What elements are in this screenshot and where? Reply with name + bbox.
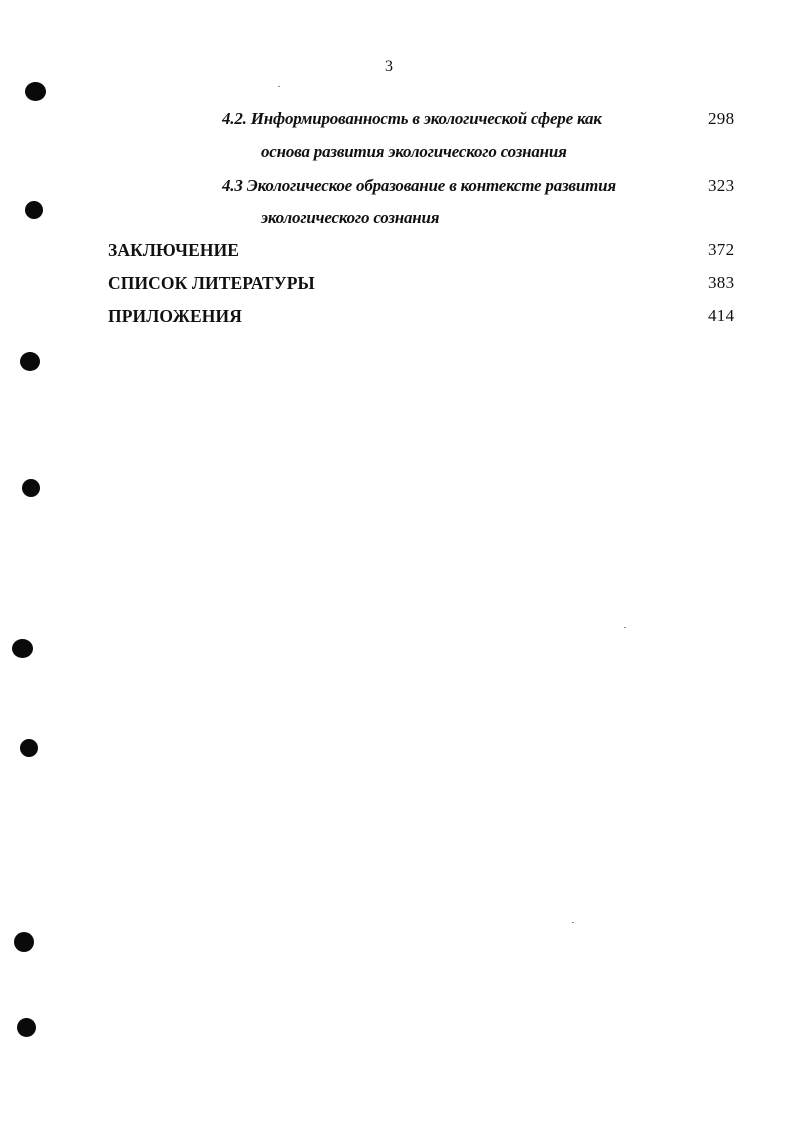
toc-entry-conclusion-page: 372 (708, 240, 735, 259)
toc-entry-4-3-number: 4.3 (222, 176, 243, 195)
punch-hole (20, 352, 40, 371)
toc-entry-appendices-page: 414 (708, 306, 735, 325)
punch-hole (14, 932, 34, 952)
toc-entry-references-page: 383 (708, 273, 735, 292)
punch-hole (25, 201, 43, 219)
toc-entry-conclusion: ЗАКЛЮЧЕНИЕ (108, 240, 240, 260)
punch-hole (12, 639, 33, 658)
toc-entry-4-3-title-line-1: Экологическое образование в контексте развития (246, 176, 616, 195)
toc-entry-4-2-line-1 (222, 109, 602, 129)
toc-entry-4-2-title-line-2: основа развития экологического сознания (261, 142, 567, 161)
punch-hole (22, 479, 40, 497)
toc-entry-4-3-page: 323 (708, 176, 735, 195)
scan-speck (572, 922, 574, 923)
toc-entry-4-3-title-line-2: экологического сознания (261, 208, 440, 227)
toc-entry-4-2-title-line-1: Информированность в экологической сфере как (250, 109, 602, 128)
toc-entry-4-2-number: 4.2. (222, 109, 247, 128)
punch-hole (17, 1018, 36, 1037)
toc-entry-appendices: ПРИЛОЖЕНИЯ (108, 306, 242, 326)
scan-speck (278, 86, 280, 87)
toc-entry-references: СПИСОК ЛИТЕРАТУРЫ (108, 273, 315, 293)
punch-hole (20, 739, 38, 757)
scan-speck (624, 627, 626, 628)
punch-hole (25, 82, 46, 101)
toc-entry-4-3-line-1 (222, 176, 616, 196)
toc-entry-4-2-page: 298 (708, 109, 735, 128)
page-number: 3 (385, 58, 393, 75)
